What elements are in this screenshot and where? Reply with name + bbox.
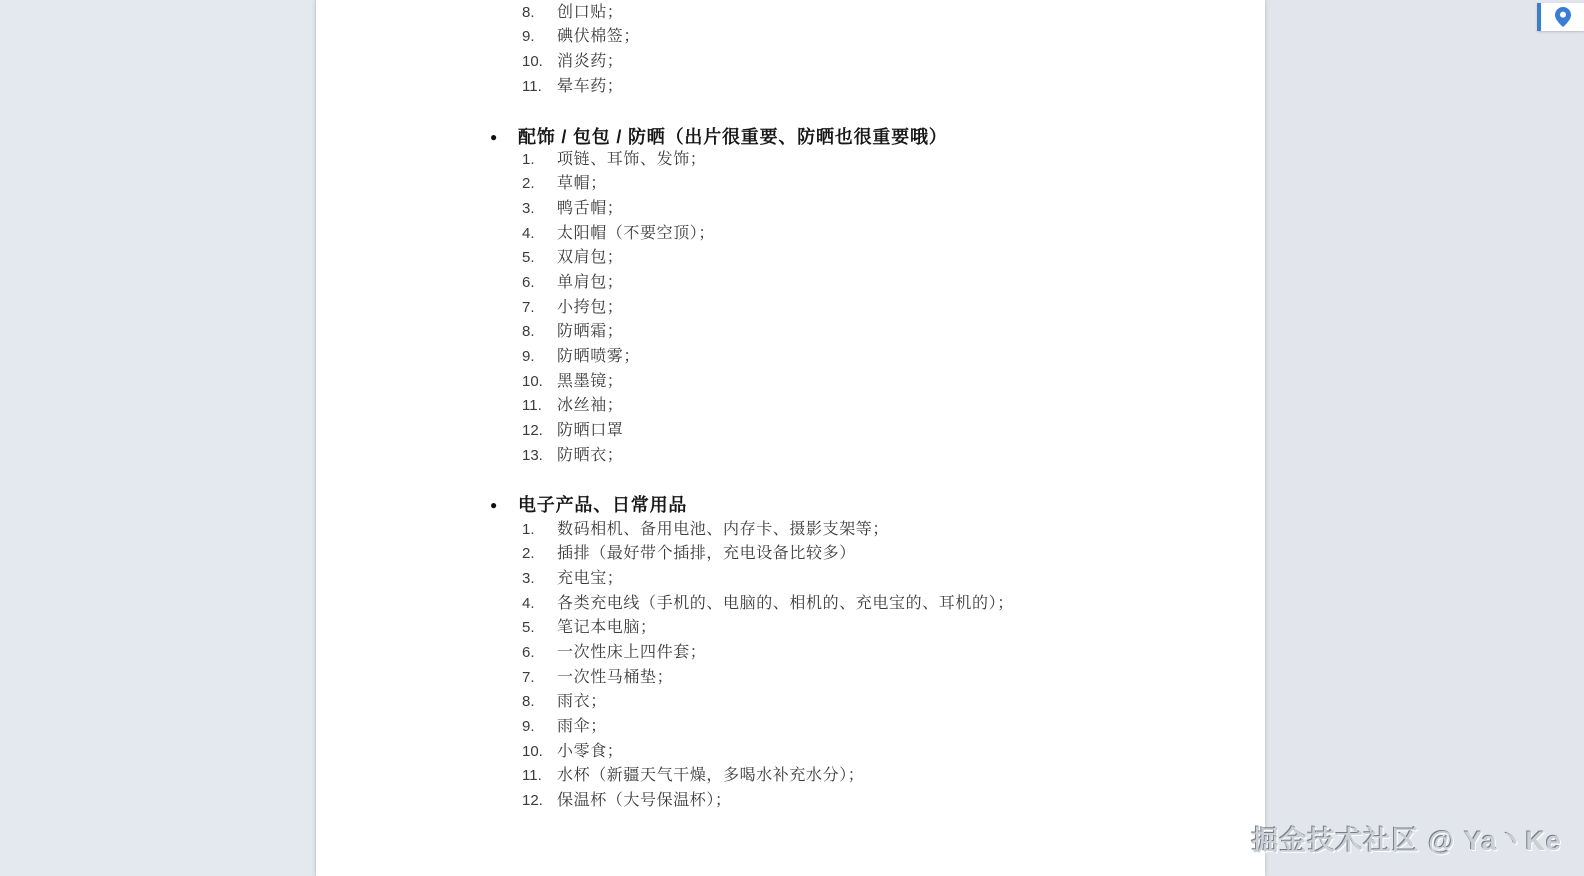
list-item <box>522 542 1014 567</box>
list-item <box>522 740 1014 765</box>
list-item-number: 9. <box>522 718 535 736</box>
list-item-text: 数码相机、备用电池、内存卡、摄影支架等； <box>557 520 890 538</box>
list-item-number: 9. <box>522 28 535 46</box>
list-item-text: 双肩包； <box>557 249 624 267</box>
list-item-text: 小挎包； <box>557 298 624 316</box>
list-item-number: 7. <box>522 668 535 686</box>
list-item-text: 防晒喷雾； <box>557 348 641 366</box>
section-title: 电子产品、日常用品 <box>518 495 688 515</box>
list-item <box>522 764 1014 789</box>
list-item-number: 8. <box>522 693 535 711</box>
section-title: 配饰 / 包包 / 防晒（出片很重要、防晒也很重要哦） <box>518 127 948 147</box>
list-item <box>522 271 715 296</box>
bullet-icon: ● <box>490 498 498 512</box>
list-item-number: 11. <box>522 767 542 785</box>
list-item <box>522 592 1014 617</box>
list-item-number: 10. <box>522 372 543 390</box>
list-item-number: 9. <box>522 348 535 366</box>
list-item-text: 碘伏棉签； <box>557 28 641 46</box>
list-item <box>522 567 1014 592</box>
list-item-number: 1. <box>522 520 535 538</box>
list-item-text: 太阳帽（不要空顶）； <box>557 224 716 242</box>
list-item <box>522 518 1014 543</box>
medicine-list-continued <box>522 1 640 100</box>
list-item <box>522 616 1014 641</box>
list-item-number: 11. <box>522 77 542 95</box>
location-pin-button[interactable] <box>1537 3 1584 31</box>
list-item-number: 10. <box>522 742 543 760</box>
list-item <box>522 246 715 271</box>
list-item-text: 水杯（新疆天气干燥，多喝水补充水分）； <box>557 767 865 785</box>
list-item-text: 一次性床上四件套； <box>557 644 707 662</box>
list-item <box>522 1 640 26</box>
list-item <box>522 197 715 222</box>
list-item <box>522 222 715 247</box>
list-item-text: 一次性马桶垫； <box>557 668 674 686</box>
list-item <box>522 444 715 469</box>
list-item <box>522 394 715 419</box>
list-item-text: 防晒霜； <box>557 323 624 341</box>
list-item <box>522 690 1014 715</box>
list-item-number: 7. <box>522 298 535 316</box>
list-item <box>522 641 1014 666</box>
list-item <box>522 75 640 100</box>
list-item-number: 2. <box>522 175 535 193</box>
list-item <box>522 172 715 197</box>
list-item-number: 5. <box>522 249 535 267</box>
list-item <box>522 789 1014 814</box>
list-item-text: 鸭舌帽； <box>557 199 624 217</box>
list-item-text: 晕车药； <box>557 77 624 95</box>
list-item <box>522 419 715 444</box>
list-item-text: 各类充电线（手机的、电脑的、相机的、充电宝的、耳机的）； <box>557 594 1014 612</box>
list-item-number: 2. <box>522 545 535 563</box>
list-item <box>522 715 1014 740</box>
list-item <box>522 25 640 50</box>
list-item-number: 12. <box>522 792 543 810</box>
list-item <box>522 370 715 395</box>
list-item-text: 项链、耳饰、发饰； <box>557 150 707 168</box>
list-item-text: 雨衣； <box>557 693 607 711</box>
list-item-text: 插排（最好带个插排，充电设备比较多） <box>557 545 856 563</box>
list-item-number: 8. <box>522 3 535 21</box>
list-item <box>522 320 715 345</box>
list-item-text: 草帽； <box>557 175 607 193</box>
list-item-number: 4. <box>522 594 535 612</box>
list-item-text: 消炎药； <box>557 52 624 70</box>
list-item <box>522 296 715 321</box>
list-item-number: 6. <box>522 274 535 292</box>
list-item <box>522 148 715 173</box>
list-item-number: 10. <box>522 52 543 70</box>
list-item-text: 雨伞； <box>557 718 607 736</box>
list-item-number: 11. <box>522 397 542 415</box>
list-item-number: 12. <box>522 422 543 440</box>
accessories-list <box>522 148 715 469</box>
list-item-number: 4. <box>522 224 535 242</box>
page-margin-left <box>0 0 316 876</box>
list-item-number: 5. <box>522 619 535 637</box>
list-item-text: 防晒口罩 <box>557 422 624 440</box>
list-item <box>522 50 640 75</box>
location-pin-icon <box>1555 7 1571 27</box>
list-item-text: 保温杯（大号保温杯）； <box>557 792 732 810</box>
bullet-icon: ● <box>490 130 498 144</box>
list-item <box>522 345 715 370</box>
list-item-text: 创口贴； <box>557 3 624 21</box>
list-item-number: 3. <box>522 199 535 217</box>
list-item-number: 8. <box>522 323 535 341</box>
list-item-text: 黑墨镜； <box>557 372 624 390</box>
list-item-text: 单肩包； <box>557 274 624 292</box>
list-item-number: 1. <box>522 150 535 168</box>
electronics-list <box>522 518 1014 814</box>
list-item-number: 6. <box>522 644 535 662</box>
list-item-number: 3. <box>522 569 535 587</box>
list-item-text: 冰丝袖； <box>557 397 624 415</box>
list-item <box>522 666 1014 691</box>
watermark: 掘金技术社区 @ Ya丶Ke <box>1251 826 1562 856</box>
list-item-text: 充电宝； <box>557 569 624 587</box>
list-item-number: 13. <box>522 446 543 464</box>
list-item-text: 笔记本电脑； <box>557 619 657 637</box>
list-item-text: 小零食； <box>557 742 624 760</box>
document-page[interactable] <box>316 0 1265 876</box>
section-header-electronics <box>490 491 687 519</box>
list-item-text: 防晒衣； <box>557 446 624 464</box>
